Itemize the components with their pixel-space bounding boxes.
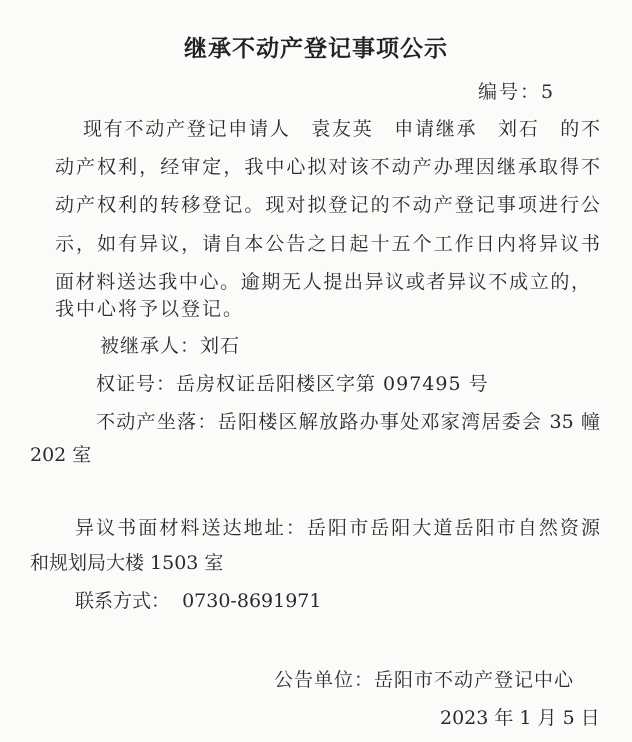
decedent: 被继承人：刘石 xyxy=(100,335,241,357)
body-line-1: 现有不动产登记申请人 袁友英 申请继承 刘石 的不 xyxy=(83,118,600,140)
body-line-2: 动产权利，经审定，我中心拟对该不动产办理因继承取得不 xyxy=(55,156,600,178)
property-location-cont: 202 室 xyxy=(30,444,92,466)
issuer: 公告单位：岳阳市不动产登记中心 xyxy=(274,669,575,691)
page-title: 继承不动产登记事项公示 xyxy=(184,36,448,62)
objection-address-cont: 和规划局大楼 1503 室 xyxy=(30,552,224,574)
objection-address: 异议书面材料送达地址：岳阳市岳阳大道岳阳市自然资源 xyxy=(75,517,600,539)
property-location: 不动产坐落：岳阳楼区解放路办事处邓家湾居委会 35 幢 xyxy=(96,411,600,433)
body-line-4: 示，如有异议，请自本公告之日起十五个工作日内将异议书 xyxy=(55,233,600,255)
body-line-3: 动产权利的转移登记。现对拟登记的不动产登记事项进行公 xyxy=(55,194,600,216)
notice-number: 编号：5 xyxy=(478,81,556,103)
certificate-number: 权证号：岳房权证岳阳楼区字第 097495 号 xyxy=(96,373,489,395)
contact: 联系方式： 0730-8691971 xyxy=(75,590,322,612)
date: 2023 年 1 月 5 日 xyxy=(440,707,600,729)
body-line-5: 面材料送达我中心。逾期无人提出异议或者异议不成立的， xyxy=(55,271,590,293)
body-line-6: 我中心将予以登记。 xyxy=(55,298,245,320)
